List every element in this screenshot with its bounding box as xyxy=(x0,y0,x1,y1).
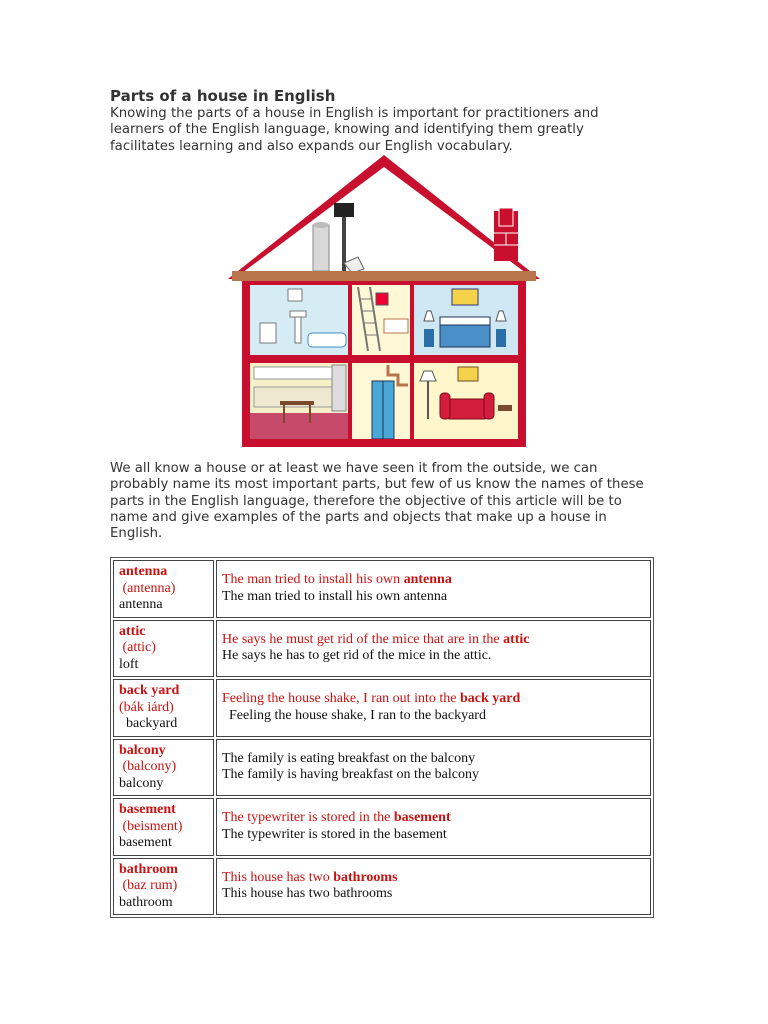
toilet xyxy=(260,323,276,343)
table-row xyxy=(113,798,651,856)
term-cell xyxy=(113,858,214,916)
house-cutaway-image xyxy=(228,153,540,447)
table-row xyxy=(113,858,651,916)
term-word: attic xyxy=(119,623,146,639)
antenna-box xyxy=(334,203,354,217)
term-meaning: backyard xyxy=(122,716,178,731)
water-tank xyxy=(313,225,329,271)
article-title: Parts of a house in English xyxy=(110,87,336,105)
intro-paragraph: Knowing the parts of a house in English is important for practitioners and learners of the English language, knowing and identifying them greatly facilitates learning and also expands our English vocabulary. xyxy=(110,106,599,154)
house-illustration xyxy=(228,153,540,447)
attic-floor xyxy=(232,271,536,281)
term-pronunciation: (bák iárd) xyxy=(119,699,174,715)
article xyxy=(110,86,655,155)
term-pronunciation: (baz rum) xyxy=(122,878,178,893)
term-word: back yard xyxy=(119,683,180,698)
example-sentence: Feeling the house shake, I ran out into the back yard xyxy=(222,691,521,707)
example-translation: He says he has to get rid of the mice in the attic. xyxy=(222,648,492,664)
example-cell xyxy=(216,620,651,678)
term-cell xyxy=(113,679,214,737)
table-row xyxy=(113,620,651,678)
example-cell xyxy=(216,560,651,618)
table-row xyxy=(113,679,651,737)
example-sentence: The man tried to install his own antenna xyxy=(222,572,452,588)
example-translation: Feeling the house shake, I ran to the backyard xyxy=(225,707,486,723)
term-pronunciation: (attic) xyxy=(122,640,156,655)
example-cell xyxy=(216,679,651,737)
term-cell xyxy=(113,739,214,797)
term-meaning: basement xyxy=(119,835,172,850)
term-cell xyxy=(113,798,214,856)
term-meaning: bathroom xyxy=(119,894,173,910)
term-word: bathroom xyxy=(119,861,178,877)
example-cell xyxy=(216,739,651,797)
example-cell xyxy=(216,858,651,916)
body-paragraph: We all know a house or at least we have seen it from the outside, we can probably name its most important parts, but few of us know the names of these parts in the English language, therefore the objective of this article will be to name and give examples of the parts and objects that make up a house in English. xyxy=(110,461,644,542)
term-word: balcony xyxy=(119,742,166,758)
example-sentence: This house has two bathrooms xyxy=(222,869,398,885)
example-translation: This house has two bathrooms xyxy=(222,886,393,902)
example-translation: The family is having breakfast on the balcony xyxy=(222,767,479,783)
example-sentence: The family is eating breakfast on the balcony xyxy=(222,750,476,766)
sofa xyxy=(444,399,490,419)
example-sentence: He says he must get rid of the mice that are in the attic xyxy=(222,631,530,647)
vocabulary-table xyxy=(110,557,654,918)
example-sentence: The typewriter is stored in the basement xyxy=(222,810,451,826)
term-cell xyxy=(113,620,214,678)
term-meaning: loft xyxy=(119,656,139,672)
table-row xyxy=(113,560,651,618)
term-cell xyxy=(113,560,214,618)
refrigerator xyxy=(332,365,346,411)
bathtub xyxy=(308,333,346,347)
example-translation: The man tried to install his own antenna xyxy=(222,588,448,604)
kitchen-floor xyxy=(250,413,348,439)
term-word: basement xyxy=(119,802,176,817)
term-meaning: antenna xyxy=(119,597,163,612)
table-row xyxy=(113,739,651,797)
term-pronunciation: (antenna) xyxy=(122,580,176,596)
example-translation: The typewriter is stored in the basement xyxy=(222,826,447,842)
example-cell xyxy=(216,798,651,856)
term-word: antenna xyxy=(119,564,168,579)
term-meaning: balcony xyxy=(119,775,164,791)
term-pronunciation: (balcony) xyxy=(122,759,177,774)
bed xyxy=(440,325,490,347)
term-pronunciation: (beisment) xyxy=(122,818,183,834)
